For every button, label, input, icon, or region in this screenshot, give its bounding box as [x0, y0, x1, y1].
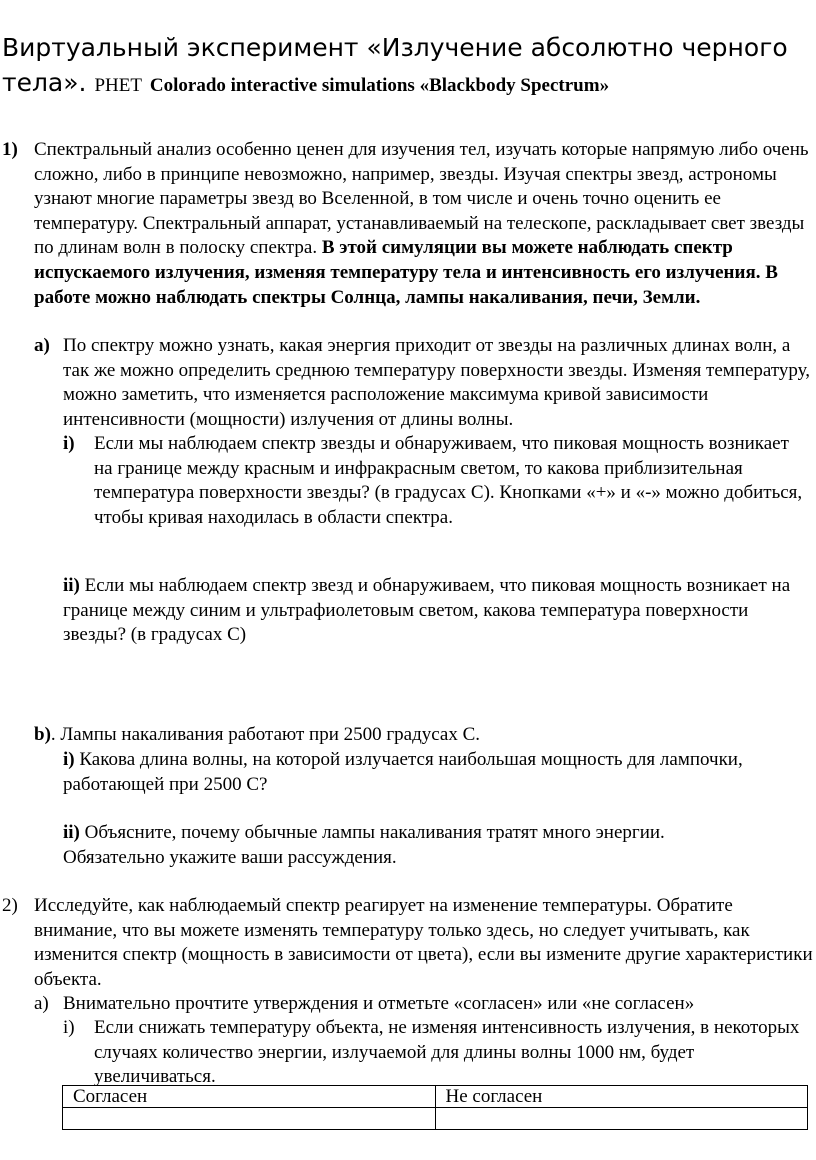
question-1b-ii [63, 821, 763, 870]
title-subtitle: Colorado interactive simulations «Blackbody Spectrum» [149, 75, 610, 96]
question-1b [34, 723, 814, 748]
question-2-text: Исследуйте, как наблюдаемый спектр реагирует на изменение температуры. Обратите внимание, что вы можете изменять температуру только здесь, но следует учитывать, как изменится спектр (мощность в зависимости от цвета), если вы измените другие характеристики объекта. [34, 895, 813, 990]
question-2-number: 2) [2, 895, 18, 916]
answer-table-input-row [63, 1108, 808, 1130]
question-2a-i-label: i) [63, 1017, 75, 1038]
question-1b-label: b) [34, 724, 51, 745]
document-title [2, 30, 802, 103]
question-2a-i-text: Если снижать температуру объекта, не изменяя интенсивность излучения, в некоторых случаях количество энергии, излучаемой для длины волны 1000 нм, будет увеличиваться. [94, 1017, 800, 1088]
answer-table-header-row [63, 1086, 808, 1108]
question-1-intro [34, 138, 816, 310]
question-1a-text: По спектру можно узнать, какая энергия приходит от звезды на различных длинах волн, а так же можно определить среднюю температуру поверхности звезды. Изменяя температуру, можно заметить, что изменяется расположение максимума кривой зависимости интенсивности (мощности) излучения от длины волны. [63, 335, 811, 430]
question-1a-ii [63, 574, 813, 648]
question-2a-text: Внимательно прочтите утверждения и отметьте «согласен» или «не согласен» [63, 993, 695, 1014]
question-1a-i-text: Если мы наблюдаем спектр звезды и обнаруживаем, что пиковая мощность возникает на границе между красным и инфракрасным светом, то какова приблизительная температура поверхности звезды? (в градусах С). Кнопками «+» и «-» можно добиться, чтобы кривая находилась в области спектра. [94, 433, 803, 528]
title-main: Виртуальный эксперимент «Излучение абсолютно черного тела». [2, 33, 788, 97]
answer-disagree-cell[interactable] [435, 1108, 808, 1130]
answer-agree-cell[interactable] [63, 1108, 436, 1130]
question-1b-i [63, 748, 763, 797]
question-1b-text: . Лампы накаливания работают при 2500 градусах С. [50, 724, 481, 745]
question-1-number: 1) [2, 139, 18, 160]
question-1-intro-bold: В этой симуляции вы можете наблюдать спектр испускаемого излучения, изменяя температуру тела и интенсивность его излучения. В работе можно наблюдать спектры Солнца, лампы накаливания, печи, Земли. [34, 237, 778, 308]
answer-table [62, 1085, 808, 1130]
question-1a-label: а) [34, 335, 50, 356]
question-1a-ii-label: ii) [63, 575, 80, 596]
question-1b-ii-text: Объясните, почему обычные лампы накаливания тратят много энергии. Обязательно укажите ваши рассуждения. [63, 822, 665, 868]
answer-agree-header: Согласен [63, 1086, 436, 1108]
question-2a-label: а) [34, 993, 49, 1014]
question-1-intro-text: Спектральный анализ особенно ценен для изучения тел, изучать которые напрямую либо очень сложно, либо в принципе невозможно, например, звезды. Изучая спектры звезд, астрономы узнают многие параметры звезд во Вселенной, в том числе и очень точно оценить ее температуру. Спектральный аппарат, устанавливаемый на телескопе, раскладывает свет звезды по длинам волн в полоску спектра. [34, 139, 809, 259]
answer-disagree-header: Не согласен [435, 1086, 808, 1108]
question-1b-i-text: Какова длина волны, на которой излучается наибольшая мощность для лампочки, работающей при 2500 С? [63, 749, 743, 795]
question-1a-ii-text: Если мы наблюдаем спектр звезд и обнаруживаем, что пиковая мощность возникает на границе между синим и ультрафиолетовым светом, какова температура поверхности звезды? (в градусах С) [63, 575, 791, 646]
question-1a-i-label: i) [63, 433, 75, 454]
title-phet: PHET [94, 75, 142, 96]
question-1b-ii-label: ii) [63, 822, 80, 843]
question-1b-i-label: i) [63, 749, 75, 770]
